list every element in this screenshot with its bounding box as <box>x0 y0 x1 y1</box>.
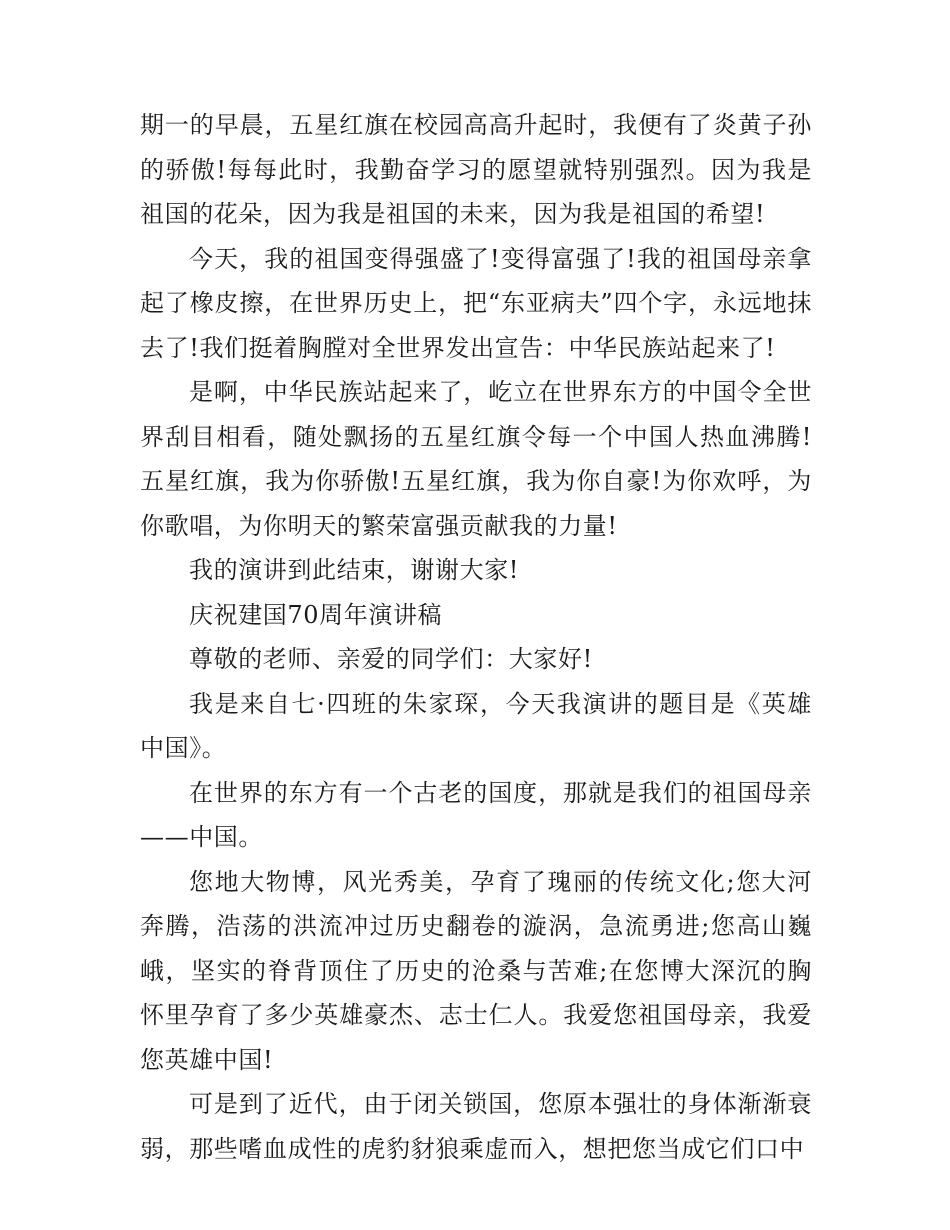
document-page <box>140 103 812 1171</box>
paragraph-7: 我是来自七·四班的朱家琛，今天我演讲的题目是《英雄中国》。 <box>140 689 812 762</box>
paragraph-1: 期一的早晨，五星红旗在校园高高升起时，我便有了炎黄子孙的骄傲!每每此时，我勤奋学习的愿望就特别强烈。因为我是祖国的花朵，因为我是祖国的未来，因为我是祖国的希望! <box>140 111 812 228</box>
paragraph-2: 今天，我的祖国变得强盛了!变得富强了!我的祖国母亲拿起了橡皮擦，在世界历史上，把“东亚病夫”四个字，永远地抹去了!我们挺着胸膛对全世界发出宣告：中华民族站起来了! <box>140 244 812 362</box>
paragraph-9: 您地大物博，风光秀美，孕育了瑰丽的传统文化;您大河奔腾，浩荡的洪流冲过历史翻卷的漩涡，急流勇进;您高山巍峨，坚实的脊背顶住了历史的沧桑与苦难;在您博大深沉的胸怀里孕育了多少英雄豪杰、志士仁人。我爱您祖国母亲，我爱您英雄中国! <box>140 867 812 1074</box>
paragraph-4: 我的演讲到此结束，谢谢大家! <box>189 556 520 584</box>
speech-title: 庆祝建国70周年演讲稿 <box>189 600 443 629</box>
paragraph-8: 在世界的东方有一个古老的国度，那就是我们的祖国母亲——中国。 <box>140 778 812 851</box>
paragraph-3: 是啊，中华民族站起来了，屹立在世界东方的中国令全世界刮目相看，随处飘扬的五星红旗令每一个中国人热血沸腾!五星红旗，我为你骄傲!五星红旗，我为你自豪!为你欢呼，为你歌唱，为你明天的繁荣富强贡献我的力量! <box>140 378 812 540</box>
salutation: 尊敬的老师、亲爱的同学们：大家好! <box>189 645 593 673</box>
paragraph-10: 可是到了近代，由于闭关锁国，您原本强壮的身体渐渐衰弱，那些嗜血成性的虎豹豺狼乘虚而入，想把您当成它们口中 <box>140 1090 812 1163</box>
